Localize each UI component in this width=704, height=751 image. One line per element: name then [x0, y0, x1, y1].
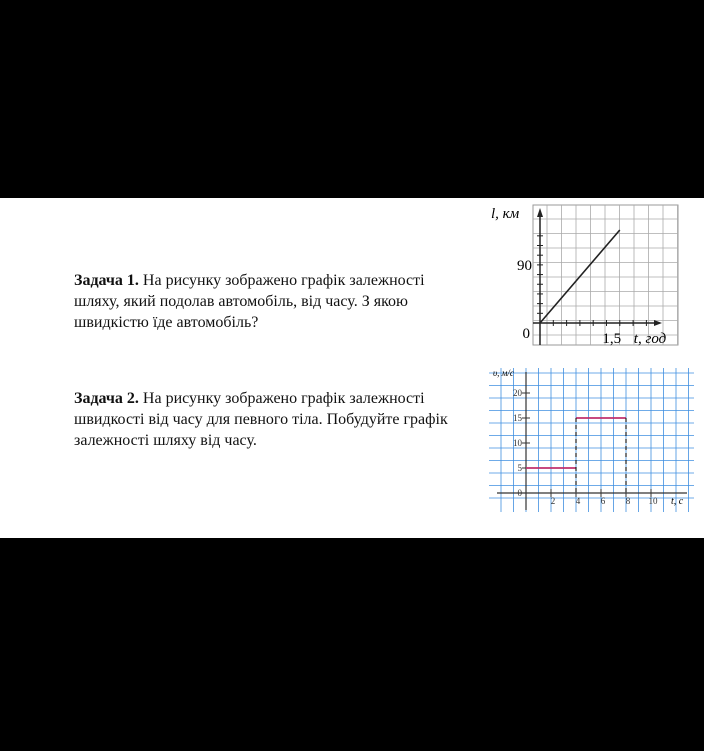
task-2 [74, 388, 486, 451]
task-1-label: Задача 1. [74, 272, 139, 289]
graph2-tick-labels [513, 388, 658, 506]
task-1 [74, 270, 474, 333]
task-1-text: На рисунку зображено графік залежності шляху, який подолав автомобіль, від часу. З якою швидкістю їде автомобіль? [74, 272, 425, 331]
graph1-x-tick-label: 1,5 [602, 331, 622, 347]
graph2-x-tick-label: 10 [648, 496, 658, 506]
worksheet-page [0, 198, 704, 538]
graph2-x-tick-label: 8 [625, 496, 631, 506]
graph2-x-tick-label: 2 [550, 496, 556, 506]
task-2-label: Задача 2. [74, 390, 139, 407]
graph2-x-tick-label: 6 [600, 496, 606, 506]
graph2-y-tick-label: 10 [513, 438, 522, 448]
graph2-y-tick-label: 15 [513, 413, 522, 423]
graph1-x-axis-label: t, год [633, 331, 667, 347]
graph2-ticks [522, 393, 651, 497]
distance-time-graph [487, 200, 682, 350]
graph2-y-tick-label: 5 [517, 463, 522, 473]
graph1-y-tick-label: 90 [517, 257, 532, 274]
graph2-x-tick-label: 4 [575, 496, 581, 506]
velocity-time-graph [487, 366, 697, 516]
graph2-y-tick-label: 20 [513, 388, 522, 398]
graph2-y-tick-label: 0 [517, 488, 522, 498]
graph1-origin-label: 0 [522, 326, 530, 342]
graph1-y-axis-label: l, км [491, 206, 520, 222]
task-2-text: На рисунку зображено графік залежності швидкості від часу для певного тіла. Побудуйте графік залежності шляху від часу. [74, 390, 448, 449]
graph2-x-axis-label: t, с [671, 496, 684, 507]
graph2-y-axis-label: υ, м/с [493, 368, 514, 378]
